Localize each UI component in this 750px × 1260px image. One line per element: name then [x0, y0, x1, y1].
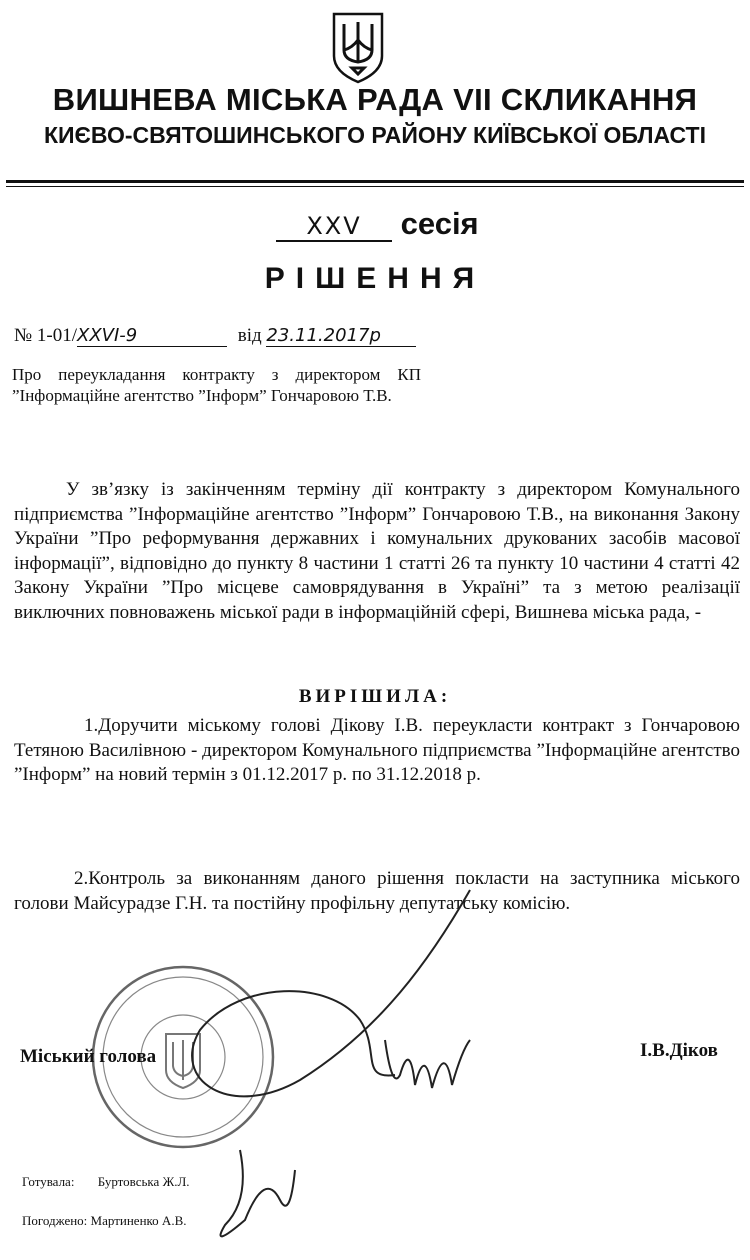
resolution-item-1: 1.Доручити міському голові Дікову І.В. переукласти контракт з Гончаровою Тетяною Василівною - директором Комунального підприємства ”Інформаційне агентство ”Інформ” на новий термін з 01.12.2017 р. по 31.12.2018 р.: [14, 715, 740, 786]
resolved-heading: ВИРІШИЛА:: [298, 686, 452, 707]
prepared-label: Готувала:: [22, 1174, 75, 1189]
signatory-name: І.В.Діков: [640, 1040, 718, 1061]
resolution-item-2: 2.Контроль за виконанням даного рішення покласти на заступника міського голови Майсурадзе Г.Н. та постійну профільну депутатську комісію.: [14, 868, 740, 914]
prepared-name: Буртовська Ж.Л.: [97, 1174, 190, 1189]
session-line: [276, 206, 479, 242]
signatory-position: Міський голова: [20, 1046, 157, 1067]
agreed-label: Погоджено:: [22, 1213, 88, 1228]
session-label: сесія: [400, 206, 479, 241]
document-title: РІШЕННЯ: [264, 262, 486, 295]
decision-date-prefix: від: [237, 325, 262, 346]
decision-number-handwritten: XXVІ-9: [77, 325, 227, 347]
header-divider: [6, 180, 744, 183]
session-number: XXV: [276, 212, 392, 242]
decision-date-handwritten: 23.11.2017р: [266, 325, 416, 347]
council-name: ВИШНЕВА МІСЬКА РАДА VII СКЛИКАННЯ: [52, 82, 698, 117]
agreed-by-line: [22, 1213, 187, 1229]
decision-number-prefix: № 1-01/: [14, 325, 77, 346]
decision-number-line: [14, 325, 416, 347]
trident-emblem-icon: [330, 10, 386, 84]
decision-subject: Про переукладання контракту з директором КП ”Інформаційне агентство ”Інформ” Гончаровою Т.В.: [12, 365, 421, 405]
preamble-paragraph: У зв’язку із закінченням терміну дії контракту з директором Комунального підприємства ”Інформаційне агентство ”Інформ” Гончаровою Т.В., на виконання Закону України ”Про реформування державних і комунальних друкованих засобів масової інформації”, відповідно до пункту 8 частини 1 статті 26 та пункту 10 частини 4 статті 42 Закону України ”Про місцеве самоврядування в Україні” та з метою реалізації виключних повноважень міської ради в інформаційній сфері, Вишнева міська рада, -: [14, 479, 740, 623]
prepared-by-line: [22, 1174, 190, 1190]
council-district: КИЄВО-СВЯТОШИНСЬКОГО РАЙОНУ КИЇВСЬКОЇ ОБЛАСТІ: [43, 122, 706, 148]
header-divider-thin: [6, 186, 744, 187]
agreed-name: Мартиненко А.В.: [90, 1213, 187, 1228]
